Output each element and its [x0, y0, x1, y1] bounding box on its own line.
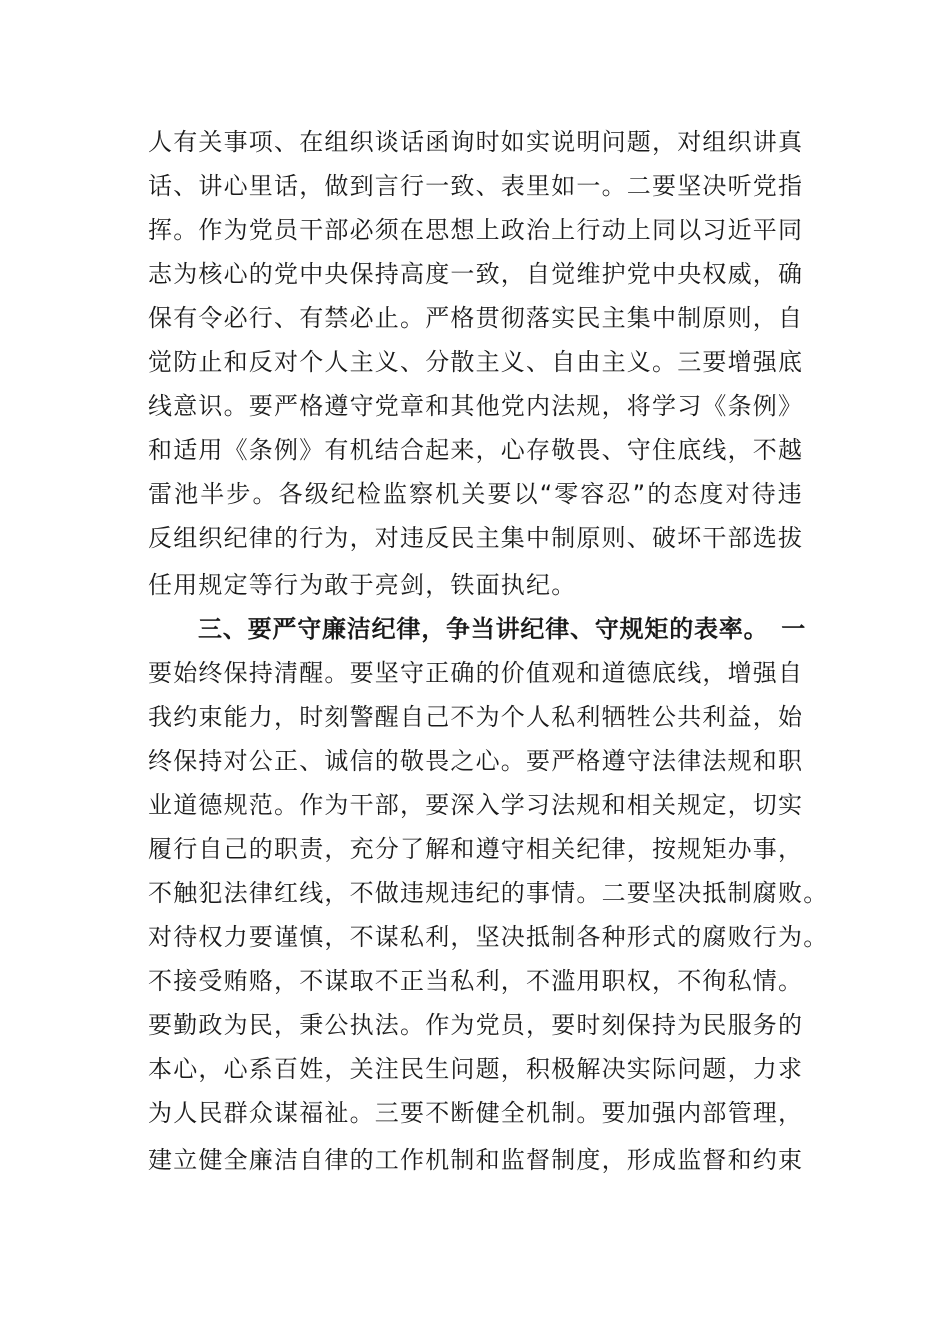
text-line: 不接受贿赂，不谋取不正当私利，不滥用职权，不徇私情。 — [148, 967, 804, 995]
text-line: 和适用《条例》有机结合起来，心存敬畏、守住底线，不越 — [148, 436, 804, 464]
text-line: 对待权力要谨慎，不谋私利，坚决抵制各种形式的腐败行为。 — [148, 923, 829, 951]
text-line: 不触犯法律红线，不做违规违纪的事情。二要坚决抵制腐败。 — [148, 879, 829, 907]
text-line: 要勤政为民，秉公执法。作为党员，要时刻保持为民服务的 — [148, 1011, 804, 1039]
text-line: 为人民群众谋福祉。三要不断健全机制。要加强内部管理， — [148, 1099, 804, 1127]
text-line: 本心，心系百姓，关注民生问题，积极解决实际问题，力求 — [148, 1055, 804, 1083]
text-line: 雷池半步。各级纪检监察机关要以“零容忍”的态度对待违 — [148, 480, 803, 508]
text-line: 业道德规范。作为干部，要深入学习法规和相关规定，切实 — [148, 791, 804, 819]
text-line: 我约束能力，时刻警醒自己不为个人私利牺牲公共利益，始 — [148, 703, 804, 731]
text-line: 终保持对公正、诚信的敬畏之心。要严格遵守法律法规和职 — [148, 747, 804, 775]
text-line: 觉防止和反对个人主义、分散主义、自由主义。三要增强底 — [148, 348, 804, 376]
text-line: 建立健全廉洁自律的工作机制和监督制度，形成监督和约束 — [148, 1146, 804, 1174]
text-line: 履行自己的职责，充分了解和遵守相关纪律，按规矩办事， — [148, 835, 804, 863]
text-line: 挥。作为党员干部必须在思想上政治上行动上同以习近平同 — [148, 216, 804, 244]
text-line: 保有令必行、有禁必止。严格贯彻落实民主集中制原则，自 — [148, 304, 804, 332]
text-line: 人有关事项、在组织谈话函询时如实说明问题，对组织讲真 — [148, 128, 804, 156]
text-line: 任用规定等行为敢于亮剑，铁面执纪。 — [148, 571, 577, 599]
text-line: 话、讲心里话，做到言行一致、表里如一。二要坚决听党指 — [148, 172, 804, 200]
section-heading: 三、要严守廉洁纪律，争当讲纪律、守规矩的表率。 一 — [198, 615, 806, 643]
text-line: 志为核心的党中央保持高度一致，自觉维护党中央权威，确 — [148, 260, 804, 288]
text-line: 线意识。要严格遵守党章和其他党内法规，将学习《条例》 — [148, 392, 804, 420]
text-line: 反组织纪律的行为，对违反民主集中制原则、破坏干部选拔 — [148, 524, 804, 552]
text-line: 要始终保持清醒。要坚守正确的价值观和道德底线，增强自 — [148, 659, 804, 687]
